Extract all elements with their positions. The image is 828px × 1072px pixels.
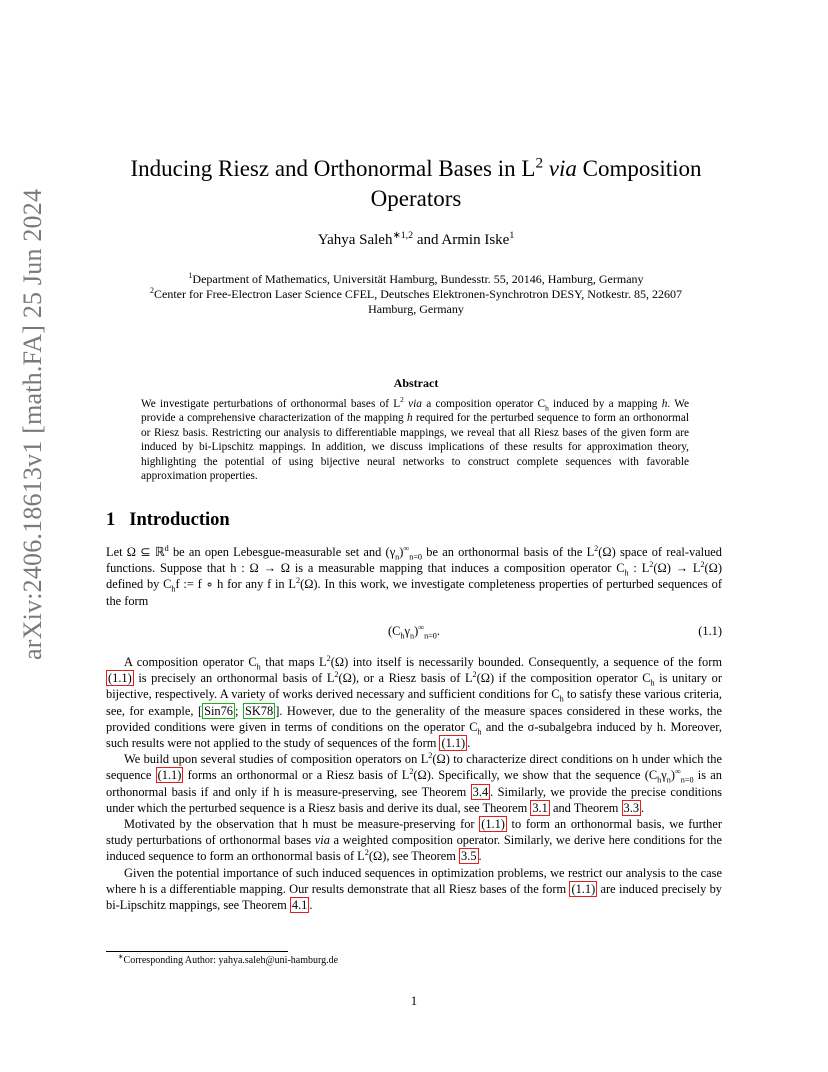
equation-number: (1.1)	[698, 624, 722, 638]
affiliation-1: $^1$Department of Mathematics, Universität Hamburg, Bundesstr. 55, 20146, Hamburg, Germany	[188, 271, 644, 286]
paper-title: Inducing Riesz and Orthonormal Bases in $L^2$ via Composition Operators	[130, 154, 702, 211]
theorem-ref-link[interactable]: 3.4	[472, 784, 489, 799]
arxiv-identifier: arXiv:2406.18613v1 [math.FA] 25 Jun 2024	[18, 188, 47, 660]
intro-paragraph-2: A composition operator $C_h$ that maps $L^2(\Omega)$ into itself is necessarily bounded. Consequently, a sequence of the form (1.1) is precisely an orthonormal basis of $L^2(\Omega)$, or a Riesz basis of $L^2(\Omega)$ if the composition operator $C_h$ is unitary or bijective, respectively. A variety of works derived necessary and sufficient conditions for $C_h$ to satisfy these various criteria, see, for example, [ Sin76 ; SK78 ]. However, due to the generality of the measure spaces considered in these works, the provided conditions were given in terms of conditions on the operator $C_h$ and the σ-subalgebra induced by h. Moreover, such results were not applied to the study of sequences of the form (1.1) .	[106, 653, 723, 751]
equation-ref-link[interactable]: (1.1)	[157, 768, 182, 783]
affiliation-2-cont: Hamburg, Germany	[368, 302, 464, 316]
equation-ref-link[interactable]: (1.1)	[441, 736, 466, 751]
intro-paragraph-1: Let Ω ⊆ ℝ$^d$ be an open Lebesgue-measurable set and $(\gamma_n)^\infty_{n=0}$ be an orthonormal basis of the $L^2(\Omega)$ space of real-valued functions. Suppose that h : Ω → Ω is a measurable mapping that induces a composition operator $C_h$ : $L^2(\Omega) \to L^2(\Omega)$ defined by $C_hf$ := f ∘ h for any f in $L^2(\Omega)$. In this work, we investigate completeness properties of perturbed sequences of the form	[106, 543, 723, 608]
equation-ref-link[interactable]: (1.1)	[481, 817, 505, 832]
section-heading-introduction: 1 Introduction	[106, 510, 230, 530]
equation-expression: $(C_h\gamma_n)^\infty_{n=0}$.	[388, 622, 440, 641]
affiliations	[96, 272, 736, 317]
theorem-ref-link[interactable]: 3.1	[532, 800, 548, 815]
citation-link[interactable]: SK78	[244, 703, 274, 718]
intro-paragraph-5: Given the potential importance of such induced sequences in optimization problems, we restrict our analysis to the case where h is a differentiable mapping. Our results demonstrate that all Riesz bases of the form (1.1) are induced precisely by bi-Lipschitz mappings, see Theorem 4.1 .	[106, 865, 723, 913]
footnote-divider	[106, 951, 288, 952]
intro-paragraph-3: We build upon several studies of composition operators on $L^2(\Omega)$ to characterize direct conditions on h under which the sequence (1.1) forms an orthonormal or a Riesz basis of $L^2(\Omega)$. Specifically, we show that the sequence $(C_h\gamma_n)^\infty_{n=0}$ is an orthonormal basis if and only if h is measure-preserving, see Theorem 3.4 . Similarly, we provide the precise conditions under which the perturbed sequence is a Riesz basis and derive its dual, see Theorem 3.1 and Theorem 3.3 .	[106, 751, 722, 815]
theorem-ref-link[interactable]: 3.3	[623, 800, 640, 815]
author-list: Yahya Saleh$^{∗1,2}$ and Armin Iske$^1$	[317, 230, 515, 248]
page-number: 1	[410, 994, 418, 1008]
abstract-text: We investigate perturbations of orthonormal bases of $L^2$ via a composition operator $C_h$ induced by a mapping h. We provide a comprehensive characterization of the mapping h required for the perturbed sequence to form an orthonormal or Riesz basis. Restricting our analysis to differentiable mappings, we reveal that all Riesz bases of the given form are induced by bi-Lipschitz mappings. In addition, we discuss implications of these results for approximation theory, highlighting the potential of using bijective neural networks to construct complete sequences with favorable approximation properties.	[141, 395, 689, 483]
intro-paragraph-4: Motivated by the observation that h must be measure-preserving for (1.1) to form an orthonormal basis, we further study perturbations of orthonormal bases via a weighted composition operator. Similarly, we derive here conditions for the induced sequence to form an orthonormal basis of $L^2(\Omega)$, see Theorem 3.5 .	[106, 817, 722, 864]
abstract-heading: Abstract	[393, 376, 439, 390]
footnote-corresponding-author: ∗Corresponding Author: yahya.saleh@uni-hamburg.de	[118, 953, 339, 966]
theorem-ref-link[interactable]: 4.1	[291, 898, 308, 913]
equation-1-1	[106, 624, 722, 642]
citation-link[interactable]: Sin76	[204, 703, 233, 718]
equation-ref-link[interactable]: (1.1)	[571, 881, 596, 896]
equation-ref-link[interactable]: (1.1)	[108, 671, 132, 686]
theorem-ref-link[interactable]: 3.5	[461, 849, 477, 864]
intro-body	[106, 654, 722, 913]
affiliation-2: $^2$Center for Free-Electron Laser Science CFEL, Deutsches Elektronen-Synchrotron DESY, Notkestr. 85, 22607	[150, 286, 682, 301]
